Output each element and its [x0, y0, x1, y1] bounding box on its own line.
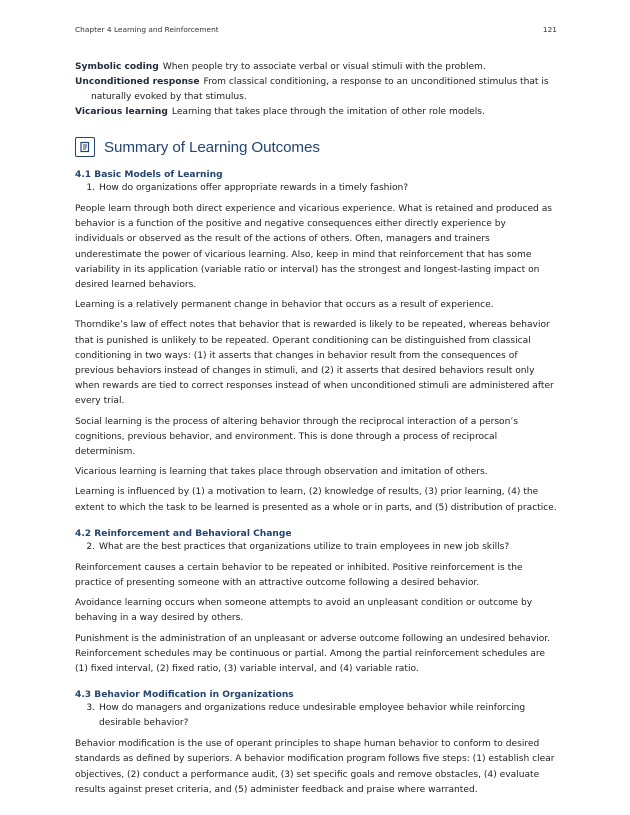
- body-paragraph: Social learning is the process of altering behavior through the reciprocal interaction of a person’s cognitions, previous behavior, and environment. This is done through a process of reciprocal determinism.: [75, 416, 519, 458]
- glossary-definition: Learning that takes place through the imitation of other role models.: [171, 107, 485, 117]
- glossary-entry: [75, 105, 557, 120]
- body-paragraph: Thorndike’s law of effect notes that behavior that is rewarded is likely to be repeated, whereas behavior that is punished is unlikely to be repeated. Operant conditioning can be distinguished from classical conditioning in two ways: (1) it asserts that changes in behavior result from the consequences of previous behaviors instead of changes in stimuli, and (2) it asserts that desired behaviors result only when rewards are tied to correct responses instead of when unconditioned stimuli are administered after every trial.: [75, 320, 554, 407]
- review-question: [75, 701, 557, 731]
- section-heading: 4.2 Reinforcement and Behavioral Change: [75, 528, 292, 539]
- summary-header: [75, 133, 557, 161]
- question-number: 3.: [86, 703, 95, 714]
- question-text: How do managers and organizations reduce undesirable employee behavior while reinforcing desirable behavior?: [99, 703, 526, 729]
- glossary-term: Vicarious learning: [75, 107, 168, 117]
- section-4-3: [75, 689, 557, 798]
- glossary-definition: When people try to associate verbal or visual stimuli with the problem.: [162, 62, 486, 72]
- question-text: How do organizations offer appropriate rewards in a timely fashion?: [99, 183, 409, 193]
- body-paragraph: Reinforcement causes a certain behavior to be repeated or inhibited. Positive reinforcement is the practice of presenting someone with an attractive outcome following a desired behavior.: [75, 562, 523, 589]
- section-heading: 4.3 Behavior Modification in Organizations: [75, 690, 294, 701]
- body-paragraph: Learning is a relatively permanent change in behavior that occurs as a result of experience.: [75, 300, 494, 311]
- question-number: 2.: [86, 541, 95, 552]
- summary-book-icon: [75, 137, 95, 157]
- section-heading: 4.1 Basic Models of Learning: [75, 170, 223, 180]
- page-number: 121: [542, 25, 557, 34]
- body-paragraph: People learn through both direct experience and vicarious experience. What is retained and produced as behavior is a function of the positive and negative consequences either directly experience by individuals or observed as the result of the actions of others. Often, managers and trainers underestimate the power of vicarious learning. Also, keep in mind that reinforcement that has some variability in its application (variable ratio or interval) has the strongest and longest-lasting impact on desired learned behaviors.: [75, 204, 553, 291]
- body-paragraph: Vicarious learning is learning that takes place through observation and imitation of others.: [75, 467, 488, 478]
- body-paragraph: Behavior modification is the use of operant principles to shape human behavior to conform to desired standards as defined by superiors. A behavior modification program follows five steps: (1) establish clear objectives, (2) conduct a performance audit, (3) set specific goals and remove obstacles, (4) evaluate results against preset criteria, and (5) administer feedback and praise where warranted.: [75, 739, 555, 795]
- review-question: [75, 540, 557, 555]
- body-paragraph: Punishment is the administration of an unpleasant or adverse outcome following an undesired behavior. Reinforcement schedules may be continuous or partial. Among the partial reinforcement schedules are (1) fixed interval, (2) fixed ratio, (3) variable interval, and (4) variable ratio.: [75, 633, 551, 675]
- glossary-definition: From classical conditioning, a response to an unconditioned stimulus that is naturally evoked by that stimulus.: [91, 77, 549, 102]
- body-paragraph: Learning is influenced by (1) a motivation to learn, (2) knowledge of results, (3) prior learning, (4) the extent to which the task to be learned is presented as a whole or in parts, and (5) distribution of practice.: [75, 487, 557, 513]
- glossary-term: Symbolic coding: [75, 62, 159, 72]
- glossary: [75, 60, 557, 120]
- review-question: [75, 181, 557, 196]
- glossary-term: Unconditioned response: [75, 77, 200, 87]
- running-header-chapter: Chapter 4 Learning and Reinforcement: [75, 25, 219, 34]
- section-4-2: [75, 528, 557, 677]
- question-text: What are the best practices that organizations utilize to train employees in new job skills?: [99, 541, 510, 552]
- page-content: [75, 60, 557, 798]
- summary-title: Summary of Learning Outcomes: [104, 138, 320, 156]
- question-number: 1.: [86, 183, 95, 193]
- glossary-entry: [75, 75, 557, 105]
- glossary-entry: [75, 60, 557, 75]
- body-paragraph: Avoidance learning occurs when someone attempts to avoid an unpleasant condition or outcome by behaving in a way desired by others.: [75, 598, 533, 624]
- section-4-1: [75, 169, 557, 516]
